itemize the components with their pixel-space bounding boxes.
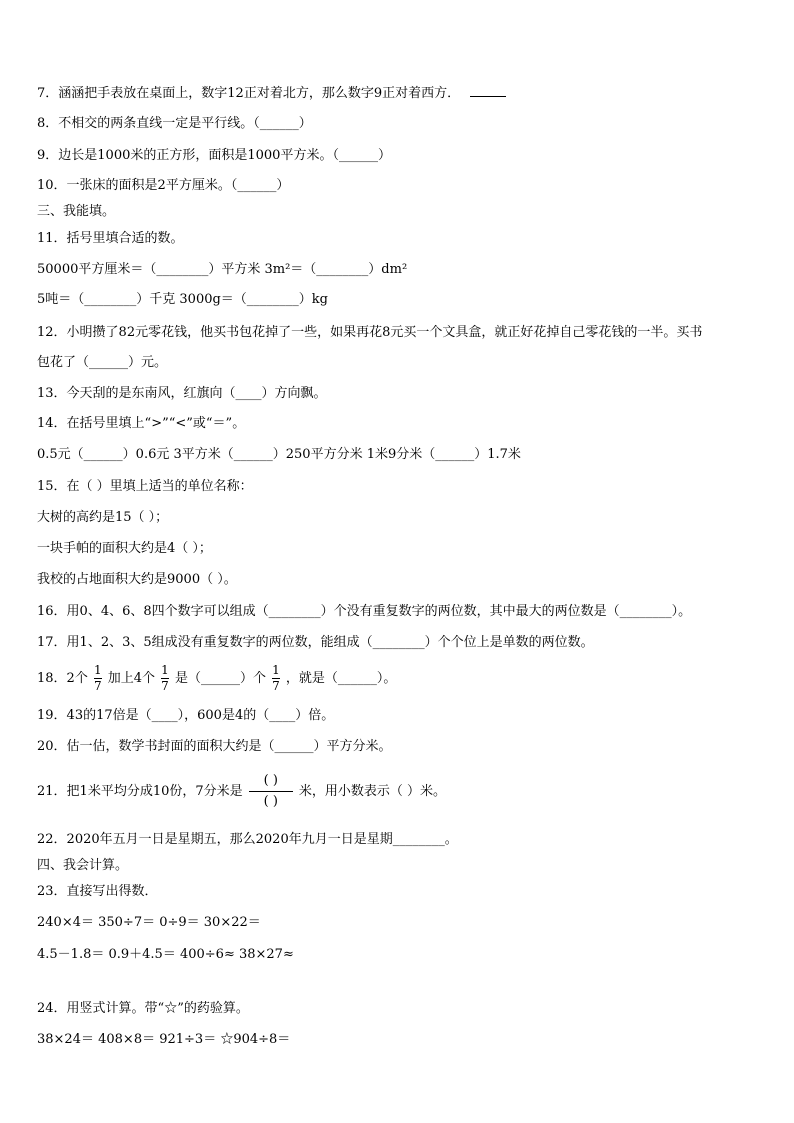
question-24: 24．用竖式计算。带“☆”的药验算。 [37, 1001, 249, 1016]
question-14: 14．在括号里填上“>”“<”或“＝”。 [37, 416, 246, 431]
question-22: 22．2020年五月一日是星期五，那么2020年九月一日是星期________。 [37, 832, 458, 847]
question-9: 9．边长是1000米的正方形，面积是1000平方米。（______） [37, 148, 391, 163]
fraction-one-seventh: $\frac{1}{7}$ [93, 663, 102, 693]
question-15: 15．在（ ）里填上适当的单位名称： [37, 479, 253, 494]
question-23-row-1: 240×4＝ 350÷7＝ 0÷9＝ 30×22＝ [37, 915, 261, 930]
question-15-row-3: 我校的占地面积大约是9000（ ）。 [37, 572, 237, 587]
question-15-row-1: 大树的高约是15（ ）； [37, 510, 169, 525]
question-16: 16．用0、4、6、8四个数字可以组成（________）个没有重复数字的两位数，其中最大的两位数是（________）。 [37, 604, 692, 619]
question-11-row-1: 50000平方厘米＝（________）平方米 3m²＝（________）dm² [37, 262, 408, 277]
fraction-blank[interactable]: ( ) ( ) [249, 771, 293, 812]
question-14-row: 0.5元（______）0.6元 3平方米（______）250平方分米 1米9分米（______）1.7米 [37, 447, 521, 462]
fraction-one-seventh: $\frac{1}{7}$ [161, 663, 169, 693]
question-18: 18．2个 $\frac{1}{7}$ 加上4个 $\frac{1}{7}$ 是（______）个 $\frac{1}{7}$ ，就是（______）。 [37, 663, 397, 693]
question-7: 7．涵涵把手表放在桌面上，数字12正对着北方，那么数字9正对着西方． [37, 84, 506, 102]
question-21: 21．把1米平均分成10份，7分米是 ( ) ( ) 米，用小数表示（ ）米。 [37, 770, 446, 814]
question-19: 19．43的17倍是（____），600是4的（____）倍。 [37, 708, 335, 723]
question-20: 20．估一估，数学书封面的面积大约是（______）平方分米。 [37, 739, 392, 754]
fraction-one-seventh: $\frac{1}{7}$ [272, 663, 280, 693]
question-13: 13．今天刮的是东南风，红旗向（____）方向飘。 [37, 386, 327, 401]
question-23: 23．直接写出得数． [37, 884, 158, 899]
question-23-row-2: 4.5－1.8＝ 0.9＋4.5＝ 400÷6≈ 38×27≈ [37, 947, 294, 962]
question-15-row-2: 一块手帕的面积大约是4（ ）； [37, 541, 212, 556]
section-4-heading: 四、我会计算。 [37, 858, 129, 873]
question-11-row-2: 5吨＝（________）千克 3000g＝（________）kg [37, 292, 329, 307]
question-17: 17．用1、2、3、5组成没有重复数字的两位数，能组成（________）个个位上是单数的两位数。 [37, 635, 594, 650]
question-11: 11．括号里填合适的数。 [37, 231, 184, 246]
question-12-line-2: 包花了（______）元。 [37, 355, 168, 370]
question-24-row: 38×24＝ 408×8＝ 921÷3＝ ☆904÷8＝ [37, 1032, 291, 1047]
question-12-line-1: 12．小明攒了82元零花钱，他买书包花掉了一些，如果再花8元买一个文具盒，就正好花掉自己零花钱的一半。买书 [37, 325, 703, 340]
question-8: 8．不相交的两条直线一定是平行线。（______） [37, 116, 312, 131]
question-10: 10．一张床的面积是2平方厘米。（______） [37, 178, 290, 193]
answer-blank[interactable] [470, 84, 506, 97]
section-3-heading: 三、我能填。 [37, 204, 116, 219]
